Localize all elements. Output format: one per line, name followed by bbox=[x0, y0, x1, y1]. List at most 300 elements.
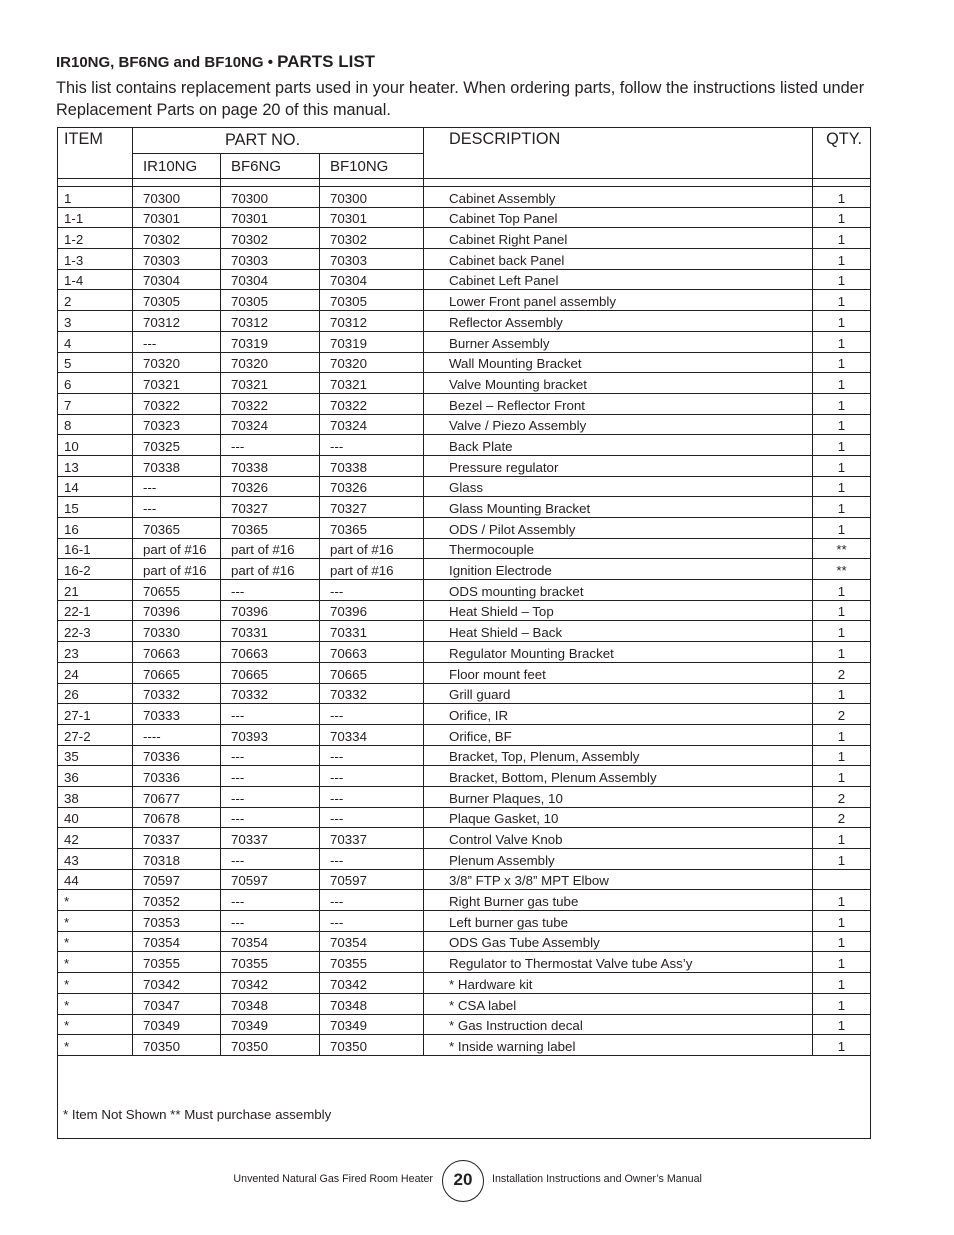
description-cell: 3/8” FTP x 3/8” MPT Elbow bbox=[424, 869, 813, 890]
part-no-ir10ng-cell: 70320 bbox=[133, 352, 221, 373]
item-cell: 23 bbox=[58, 642, 133, 663]
header-gap-row bbox=[58, 179, 871, 187]
part-no-ir10ng-cell: 70353 bbox=[133, 911, 221, 932]
part-no-ir10ng-cell: 70301 bbox=[133, 207, 221, 228]
item-cell: 35 bbox=[58, 745, 133, 766]
part-no-bf6ng-cell: 70301 bbox=[221, 207, 320, 228]
part-no-bf10ng-cell: 70319 bbox=[320, 331, 424, 352]
item-cell: 43 bbox=[58, 849, 133, 870]
part-no-ir10ng-cell: 70349 bbox=[133, 1014, 221, 1035]
part-no-bf6ng-cell: 70327 bbox=[221, 497, 320, 518]
table-row bbox=[58, 704, 871, 725]
item-cell: * bbox=[58, 973, 133, 994]
table-row bbox=[58, 269, 871, 290]
table-row bbox=[58, 745, 871, 766]
description-cell: * Gas Instruction decal bbox=[424, 1014, 813, 1035]
description-cell: Floor mount feet bbox=[424, 662, 813, 683]
part-no-bf6ng-cell: part of #16 bbox=[221, 538, 320, 559]
heading-models: IR10NG, BF6NG and BF10NG bbox=[56, 54, 264, 71]
part-no-bf6ng-cell: --- bbox=[221, 786, 320, 807]
part-no-ir10ng-cell: 70336 bbox=[133, 745, 221, 766]
item-cell: 1 bbox=[58, 187, 133, 208]
part-no-bf6ng-cell: 70305 bbox=[221, 290, 320, 311]
description-cell: Right Burner gas tube bbox=[424, 890, 813, 911]
part-no-bf6ng-cell: --- bbox=[221, 435, 320, 456]
part-no-bf10ng-cell: 70337 bbox=[320, 828, 424, 849]
part-no-ir10ng-cell: part of #16 bbox=[133, 559, 221, 580]
part-no-bf6ng-cell: 70355 bbox=[221, 952, 320, 973]
part-no-bf10ng-cell: --- bbox=[320, 435, 424, 456]
part-no-ir10ng-cell: 70347 bbox=[133, 993, 221, 1014]
part-no-bf6ng-cell: 70302 bbox=[221, 228, 320, 249]
part-no-bf6ng-cell: 70342 bbox=[221, 973, 320, 994]
qty-cell: 2 bbox=[813, 807, 871, 828]
part-no-ir10ng-cell: part of #16 bbox=[133, 538, 221, 559]
part-no-ir10ng-cell: 70365 bbox=[133, 518, 221, 539]
table-row bbox=[58, 911, 871, 932]
part-no-bf6ng-cell: 70349 bbox=[221, 1014, 320, 1035]
part-no-bf6ng-cell: 70665 bbox=[221, 662, 320, 683]
table-row bbox=[58, 476, 871, 497]
table-row bbox=[58, 993, 871, 1014]
table-row bbox=[58, 828, 871, 849]
part-no-bf10ng-cell: --- bbox=[320, 911, 424, 932]
part-no-bf10ng-cell: 70324 bbox=[320, 414, 424, 435]
description-cell: Burner Assembly bbox=[424, 331, 813, 352]
part-no-bf6ng-cell: 70303 bbox=[221, 249, 320, 270]
part-no-bf10ng-cell: 70300 bbox=[320, 187, 424, 208]
table-row bbox=[58, 621, 871, 642]
table-row bbox=[58, 973, 871, 994]
qty-cell: 1 bbox=[813, 435, 871, 456]
description-header: DESCRIPTION bbox=[424, 128, 813, 179]
table-row bbox=[58, 1035, 871, 1056]
part-no-bf6ng-cell: 70663 bbox=[221, 642, 320, 663]
part-no-bf6ng-cell: 70337 bbox=[221, 828, 320, 849]
table-row bbox=[58, 642, 871, 663]
item-cell: 44 bbox=[58, 869, 133, 890]
qty-cell: 1 bbox=[813, 373, 871, 394]
part-no-ir10ng-cell: 70322 bbox=[133, 393, 221, 414]
description-cell: Regulator Mounting Bracket bbox=[424, 642, 813, 663]
item-cell: * bbox=[58, 890, 133, 911]
part-no-bf10ng-cell: 70305 bbox=[320, 290, 424, 311]
qty-cell: 1 bbox=[813, 290, 871, 311]
qty-cell: 1 bbox=[813, 269, 871, 290]
item-cell: 6 bbox=[58, 373, 133, 394]
part-no-ir10ng-cell: 70312 bbox=[133, 311, 221, 332]
gap-cell bbox=[58, 179, 133, 187]
part-no-ir10ng-cell: 70305 bbox=[133, 290, 221, 311]
item-cell: 15 bbox=[58, 497, 133, 518]
item-cell: 27-1 bbox=[58, 704, 133, 725]
qty-cell: 2 bbox=[813, 662, 871, 683]
item-cell: 1-2 bbox=[58, 228, 133, 249]
description-cell: * Inside warning label bbox=[424, 1035, 813, 1056]
description-cell: Control Valve Knob bbox=[424, 828, 813, 849]
table-row bbox=[58, 724, 871, 745]
description-cell: Bracket, Bottom, Plenum Assembly bbox=[424, 766, 813, 787]
table-row bbox=[58, 187, 871, 208]
part-no-bf10ng-cell: 70665 bbox=[320, 662, 424, 683]
table-row bbox=[58, 518, 871, 539]
qty-cell: 1 bbox=[813, 683, 871, 704]
part-no-bf10ng-cell: 70320 bbox=[320, 352, 424, 373]
gap-cell bbox=[320, 179, 424, 187]
table-row bbox=[58, 600, 871, 621]
table-row bbox=[58, 414, 871, 435]
model-header-bf6ng: BF6NG bbox=[221, 154, 320, 179]
table-row bbox=[58, 290, 871, 311]
part-no-bf10ng-cell: 70304 bbox=[320, 269, 424, 290]
part-no-bf10ng-cell: 70303 bbox=[320, 249, 424, 270]
qty-cell: 1 bbox=[813, 973, 871, 994]
qty-cell: 1 bbox=[813, 745, 871, 766]
part-no-bf10ng-cell: part of #16 bbox=[320, 538, 424, 559]
table-row bbox=[58, 869, 871, 890]
description-cell: Bezel – Reflector Front bbox=[424, 393, 813, 414]
item-cell: 16 bbox=[58, 518, 133, 539]
qty-cell: 2 bbox=[813, 704, 871, 725]
table-row bbox=[58, 435, 871, 456]
item-header: ITEM bbox=[58, 128, 133, 179]
part-no-header-label: PART NO. bbox=[225, 131, 301, 149]
heading-title: PARTS LIST bbox=[277, 52, 376, 71]
table-row bbox=[58, 228, 871, 249]
part-no-ir10ng-cell: 70342 bbox=[133, 973, 221, 994]
part-no-ir10ng-cell: --- bbox=[133, 331, 221, 352]
part-no-bf6ng-cell: 70304 bbox=[221, 269, 320, 290]
item-cell: 8 bbox=[58, 414, 133, 435]
part-no-bf6ng-cell: 70326 bbox=[221, 476, 320, 497]
part-no-ir10ng-cell: --- bbox=[133, 497, 221, 518]
item-cell: 16-2 bbox=[58, 559, 133, 580]
gap-cell bbox=[424, 179, 813, 187]
qty-cell: 1 bbox=[813, 455, 871, 476]
part-no-bf10ng-cell: 70321 bbox=[320, 373, 424, 394]
description-cell: Orifice, BF bbox=[424, 724, 813, 745]
page-heading bbox=[56, 52, 375, 72]
part-no-ir10ng-cell: 70677 bbox=[133, 786, 221, 807]
description-cell: Pressure regulator bbox=[424, 455, 813, 476]
part-no-bf6ng-cell: --- bbox=[221, 890, 320, 911]
part-no-bf6ng-cell: 70338 bbox=[221, 455, 320, 476]
part-no-bf6ng-cell: --- bbox=[221, 580, 320, 601]
qty-cell: 1 bbox=[813, 393, 871, 414]
table-row bbox=[58, 952, 871, 973]
qty-cell: 1 bbox=[813, 724, 871, 745]
description-cell: Valve / Piezo Assembly bbox=[424, 414, 813, 435]
description-cell: * Hardware kit bbox=[424, 973, 813, 994]
qty-cell: 1 bbox=[813, 518, 871, 539]
qty-header: QTY. bbox=[813, 128, 871, 179]
description-cell: Regulator to Thermostat Valve tube Ass’y bbox=[424, 952, 813, 973]
part-no-ir10ng-cell: 70597 bbox=[133, 869, 221, 890]
table-row bbox=[58, 331, 871, 352]
qty-cell: 1 bbox=[813, 766, 871, 787]
part-no-bf6ng-cell: 70319 bbox=[221, 331, 320, 352]
description-cell: Bracket, Top, Plenum, Assembly bbox=[424, 745, 813, 766]
part-no-ir10ng-cell: 70665 bbox=[133, 662, 221, 683]
description-cell: ODS Gas Tube Assembly bbox=[424, 931, 813, 952]
item-cell: 24 bbox=[58, 662, 133, 683]
description-cell: Ignition Electrode bbox=[424, 559, 813, 580]
qty-cell: 1 bbox=[813, 890, 871, 911]
part-no-bf10ng-cell: --- bbox=[320, 766, 424, 787]
part-no-bf10ng-cell: --- bbox=[320, 849, 424, 870]
description-cell: Valve Mounting bracket bbox=[424, 373, 813, 394]
description-cell: * CSA label bbox=[424, 993, 813, 1014]
description-cell: Glass bbox=[424, 476, 813, 497]
table-row bbox=[58, 849, 871, 870]
part-no-bf6ng-cell: --- bbox=[221, 704, 320, 725]
part-no-bf10ng-cell: 70396 bbox=[320, 600, 424, 621]
part-no-bf10ng-cell: 70312 bbox=[320, 311, 424, 332]
part-no-ir10ng-cell: 70302 bbox=[133, 228, 221, 249]
qty-cell: 1 bbox=[813, 228, 871, 249]
table-row bbox=[58, 931, 871, 952]
part-no-bf10ng-cell: --- bbox=[320, 786, 424, 807]
item-cell: 5 bbox=[58, 352, 133, 373]
qty-cell: 1 bbox=[813, 311, 871, 332]
part-no-bf6ng-cell: 70322 bbox=[221, 393, 320, 414]
description-cell: Cabinet Top Panel bbox=[424, 207, 813, 228]
qty-cell: 1 bbox=[813, 1035, 871, 1056]
item-cell: 27-2 bbox=[58, 724, 133, 745]
description-cell: Burner Plaques, 10 bbox=[424, 786, 813, 807]
part-no-bf6ng-cell: --- bbox=[221, 849, 320, 870]
part-no-ir10ng-cell: 70332 bbox=[133, 683, 221, 704]
description-cell: Left burner gas tube bbox=[424, 911, 813, 932]
table-row bbox=[58, 559, 871, 580]
part-no-ir10ng-cell: 70304 bbox=[133, 269, 221, 290]
part-no-bf6ng-cell: 70348 bbox=[221, 993, 320, 1014]
item-cell: 13 bbox=[58, 455, 133, 476]
part-no-ir10ng-cell: --- bbox=[133, 476, 221, 497]
qty-cell: 1 bbox=[813, 352, 871, 373]
table-row bbox=[58, 393, 871, 414]
qty-cell: 1 bbox=[813, 187, 871, 208]
table-row bbox=[58, 1014, 871, 1035]
part-no-ir10ng-cell: 70337 bbox=[133, 828, 221, 849]
description-cell: Heat Shield – Back bbox=[424, 621, 813, 642]
model-header-bf10ng: BF10NG bbox=[320, 154, 424, 179]
description-cell: Back Plate bbox=[424, 435, 813, 456]
table-row bbox=[58, 807, 871, 828]
qty-cell: 1 bbox=[813, 621, 871, 642]
description-cell: Cabinet Left Panel bbox=[424, 269, 813, 290]
item-cell: 14 bbox=[58, 476, 133, 497]
part-no-ir10ng-cell: 70396 bbox=[133, 600, 221, 621]
description-cell: Plaque Gasket, 10 bbox=[424, 807, 813, 828]
part-no-bf10ng-cell: 70338 bbox=[320, 455, 424, 476]
part-no-ir10ng-cell: 70678 bbox=[133, 807, 221, 828]
item-cell: 7 bbox=[58, 393, 133, 414]
gap-cell bbox=[133, 179, 221, 187]
part-no-bf6ng-cell: 70365 bbox=[221, 518, 320, 539]
description-cell: Grill guard bbox=[424, 683, 813, 704]
description-cell: Glass Mounting Bracket bbox=[424, 497, 813, 518]
part-no-ir10ng-cell: 70303 bbox=[133, 249, 221, 270]
part-no-ir10ng-cell: 70325 bbox=[133, 435, 221, 456]
item-cell: 10 bbox=[58, 435, 133, 456]
part-no-ir10ng-cell: 70663 bbox=[133, 642, 221, 663]
qty-cell: 1 bbox=[813, 1014, 871, 1035]
item-cell: 38 bbox=[58, 786, 133, 807]
description-cell: Lower Front panel assembly bbox=[424, 290, 813, 311]
qty-cell: ** bbox=[813, 538, 871, 559]
item-cell: * bbox=[58, 931, 133, 952]
part-no-ir10ng-cell: 70355 bbox=[133, 952, 221, 973]
part-no-bf6ng-cell: --- bbox=[221, 911, 320, 932]
heading-bullet: • bbox=[267, 54, 273, 71]
table-row bbox=[58, 580, 871, 601]
part-no-ir10ng-cell: 70354 bbox=[133, 931, 221, 952]
part-no-ir10ng-cell: 70338 bbox=[133, 455, 221, 476]
table-row bbox=[58, 455, 871, 476]
item-cell: 22-3 bbox=[58, 621, 133, 642]
description-cell: Reflector Assembly bbox=[424, 311, 813, 332]
table-row bbox=[58, 497, 871, 518]
item-cell: 16-1 bbox=[58, 538, 133, 559]
description-cell: Thermocouple bbox=[424, 538, 813, 559]
part-no-ir10ng-cell: 70330 bbox=[133, 621, 221, 642]
qty-cell: 1 bbox=[813, 600, 871, 621]
intro-paragraph: This list contains replacement parts used in your heater. When ordering parts, follow the instructions listed under Replacement Parts on page 20 of this manual. bbox=[56, 79, 865, 119]
part-no-bf6ng-cell: 70597 bbox=[221, 869, 320, 890]
page-number-badge: 20 bbox=[442, 1160, 484, 1202]
part-no-ir10ng-cell: 70321 bbox=[133, 373, 221, 394]
model-header-ir10ng: IR10NG bbox=[133, 154, 221, 179]
part-no-bf10ng-cell: --- bbox=[320, 580, 424, 601]
table-row bbox=[58, 207, 871, 228]
qty-cell: 1 bbox=[813, 849, 871, 870]
part-no-bf6ng-cell: part of #16 bbox=[221, 559, 320, 580]
description-cell: Cabinet Assembly bbox=[424, 187, 813, 208]
footer-left-text: Unvented Natural Gas Fired Room Heater bbox=[233, 1173, 433, 1185]
qty-cell: 1 bbox=[813, 993, 871, 1014]
qty-cell: 1 bbox=[813, 952, 871, 973]
part-no-ir10ng-cell: 70323 bbox=[133, 414, 221, 435]
part-no-bf10ng-cell: 70350 bbox=[320, 1035, 424, 1056]
part-no-bf6ng-cell: --- bbox=[221, 766, 320, 787]
part-no-bf10ng-cell: --- bbox=[320, 704, 424, 725]
part-no-bf10ng-cell: 70334 bbox=[320, 724, 424, 745]
parts-table bbox=[57, 127, 871, 1139]
part-no-bf10ng-cell: 70322 bbox=[320, 393, 424, 414]
description-cell: Cabinet Right Panel bbox=[424, 228, 813, 249]
item-cell: * bbox=[58, 952, 133, 973]
part-no-bf6ng-cell: 70312 bbox=[221, 311, 320, 332]
part-no-ir10ng-cell: 70333 bbox=[133, 704, 221, 725]
part-no-bf10ng-cell: 70365 bbox=[320, 518, 424, 539]
part-no-bf10ng-cell: 70663 bbox=[320, 642, 424, 663]
table-row bbox=[58, 538, 871, 559]
item-cell: 1-3 bbox=[58, 249, 133, 270]
item-cell: * bbox=[58, 993, 133, 1014]
qty-cell: 1 bbox=[813, 497, 871, 518]
qty-cell: 1 bbox=[813, 911, 871, 932]
part-no-bf6ng-cell: 70350 bbox=[221, 1035, 320, 1056]
item-cell: 3 bbox=[58, 311, 133, 332]
part-no-ir10ng-cell: 70300 bbox=[133, 187, 221, 208]
part-no-ir10ng-cell: 70350 bbox=[133, 1035, 221, 1056]
gap-cell bbox=[221, 179, 320, 187]
item-cell: 36 bbox=[58, 766, 133, 787]
qty-cell: 1 bbox=[813, 642, 871, 663]
qty-cell bbox=[813, 869, 871, 890]
description-cell: Wall Mounting Bracket bbox=[424, 352, 813, 373]
part-no-bf10ng-cell: --- bbox=[320, 807, 424, 828]
table-row bbox=[58, 766, 871, 787]
item-cell: 40 bbox=[58, 807, 133, 828]
part-no-bf10ng-cell: --- bbox=[320, 890, 424, 911]
part-no-ir10ng-cell: 70336 bbox=[133, 766, 221, 787]
qty-cell: 1 bbox=[813, 580, 871, 601]
part-no-ir10ng-cell: 70352 bbox=[133, 890, 221, 911]
page-footer bbox=[0, 1160, 954, 1202]
part-no-bf10ng-cell: 70302 bbox=[320, 228, 424, 249]
part-no-ir10ng-cell: 70318 bbox=[133, 849, 221, 870]
part-no-bf10ng-cell: 70349 bbox=[320, 1014, 424, 1035]
part-no-bf10ng-cell: 70355 bbox=[320, 952, 424, 973]
item-cell: * bbox=[58, 1014, 133, 1035]
footnote-row bbox=[58, 1055, 871, 1138]
part-no-bf6ng-cell: 70321 bbox=[221, 373, 320, 394]
part-no-bf10ng-cell: part of #16 bbox=[320, 559, 424, 580]
table-row bbox=[58, 786, 871, 807]
table-row bbox=[58, 352, 871, 373]
footer-right-text: Installation Instructions and Owner’s Manual bbox=[492, 1173, 702, 1185]
item-cell: 1-4 bbox=[58, 269, 133, 290]
table-row bbox=[58, 683, 871, 704]
part-no-bf6ng-cell: 70300 bbox=[221, 187, 320, 208]
part-no-bf6ng-cell: 70320 bbox=[221, 352, 320, 373]
part-no-bf10ng-cell: 70326 bbox=[320, 476, 424, 497]
item-cell: 42 bbox=[58, 828, 133, 849]
part-no-bf10ng-cell: 70332 bbox=[320, 683, 424, 704]
part-no-bf6ng-cell: 70396 bbox=[221, 600, 320, 621]
description-cell: Cabinet back Panel bbox=[424, 249, 813, 270]
item-cell: 2 bbox=[58, 290, 133, 311]
description-cell: Heat Shield – Top bbox=[424, 600, 813, 621]
gap-cell bbox=[813, 179, 871, 187]
table-row bbox=[58, 311, 871, 332]
part-no-bf10ng-cell: 70331 bbox=[320, 621, 424, 642]
item-cell: * bbox=[58, 911, 133, 932]
qty-cell: ** bbox=[813, 559, 871, 580]
part-no-bf10ng-cell: 70301 bbox=[320, 207, 424, 228]
item-cell: 22-1 bbox=[58, 600, 133, 621]
description-cell: ODS mounting bracket bbox=[424, 580, 813, 601]
qty-cell: 2 bbox=[813, 786, 871, 807]
description-cell: Orifice, IR bbox=[424, 704, 813, 725]
part-no-bf10ng-cell: --- bbox=[320, 745, 424, 766]
item-cell: 26 bbox=[58, 683, 133, 704]
part-no-bf6ng-cell: --- bbox=[221, 745, 320, 766]
part-no-bf10ng-cell: 70327 bbox=[320, 497, 424, 518]
table-row bbox=[58, 373, 871, 394]
item-cell: 1-1 bbox=[58, 207, 133, 228]
part-no-bf10ng-cell: 70354 bbox=[320, 931, 424, 952]
table-row bbox=[58, 662, 871, 683]
item-cell: 4 bbox=[58, 331, 133, 352]
qty-cell: 1 bbox=[813, 931, 871, 952]
qty-cell: 1 bbox=[813, 828, 871, 849]
footnote: * Item Not Shown ** Must purchase assembly bbox=[58, 1055, 871, 1138]
part-no-bf6ng-cell: 70331 bbox=[221, 621, 320, 642]
part-no-ir10ng-cell: 70655 bbox=[133, 580, 221, 601]
